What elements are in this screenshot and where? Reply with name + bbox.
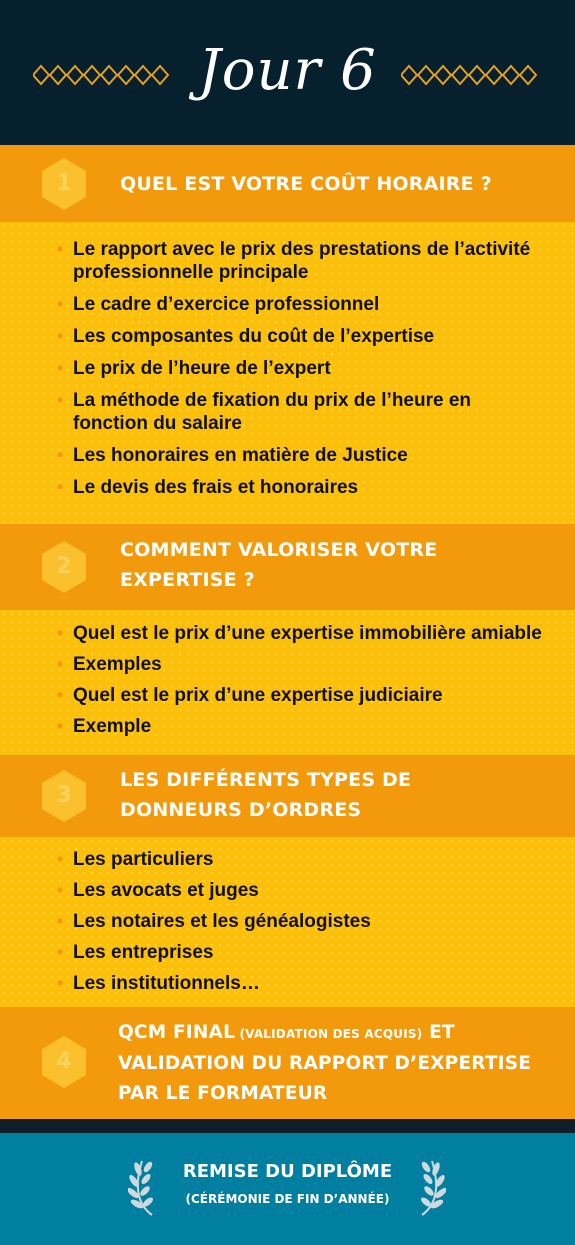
section-3-body bbox=[0, 837, 575, 1007]
topic-list bbox=[57, 238, 545, 499]
list-item: • Les avocats et juges bbox=[57, 879, 545, 902]
list-item: • Les particuliers bbox=[57, 848, 545, 871]
section-number: 3 bbox=[56, 783, 72, 808]
diploma-footer bbox=[0, 1133, 575, 1245]
section-2-header bbox=[0, 524, 575, 610]
section-title: COMMENT VALORISER VOTRE EXPERTISE ? bbox=[120, 539, 438, 591]
section-4-header bbox=[0, 1007, 575, 1119]
section-1-header bbox=[0, 145, 575, 222]
section-title: LES DIFFÉRENTS TYPES DE DONNEURS D’ORDRES bbox=[120, 769, 412, 821]
list-item: • Les entreprises bbox=[57, 941, 545, 964]
section-number-badge bbox=[40, 769, 88, 823]
list-item: • Le prix de l’heure de l’expert bbox=[57, 357, 545, 380]
section-title-note: (VALIDATION DES ACQUIS) bbox=[235, 1027, 423, 1041]
topic-list bbox=[57, 622, 545, 738]
section-number: 2 bbox=[56, 554, 72, 579]
list-item: • Les institutionnels… bbox=[57, 972, 545, 995]
list-item: • Les composantes du coût de l’expertise bbox=[57, 325, 545, 348]
section-title-main: QCM FINAL bbox=[118, 1022, 236, 1043]
section-title bbox=[118, 1018, 539, 1109]
section-1-body bbox=[0, 222, 575, 524]
list-item: • Les notaires et les généalogistes bbox=[57, 910, 545, 933]
list-item: • La méthode de fixation du prix de l’heure en fonction du salaire bbox=[57, 389, 545, 435]
section-number-badge bbox=[40, 157, 88, 211]
list-item: • Exemples bbox=[57, 653, 545, 676]
list-item: • Les honoraires en matière de Justice bbox=[57, 444, 545, 467]
page-title: Jour 6 bbox=[198, 38, 377, 103]
diploma-subtitle: (CÉRÉMONIE DE FIN D’ANNÉE) bbox=[185, 1192, 390, 1206]
section-number-badge bbox=[40, 1035, 88, 1089]
section-number: 1 bbox=[56, 171, 72, 196]
laurel-right-icon bbox=[412, 1157, 446, 1217]
diamond-ornament-right bbox=[401, 64, 541, 86]
section-3-header bbox=[0, 755, 575, 837]
list-item: • Quel est le prix d’une expertise immobilière amiable bbox=[57, 622, 545, 645]
list-item: • Le cadre d’exercice professionnel bbox=[57, 293, 545, 316]
section-number-badge bbox=[40, 540, 88, 594]
section-2-body bbox=[0, 610, 575, 755]
list-item: • Le devis des frais et honoraires bbox=[57, 476, 545, 499]
list-item: • Quel est le prix d’une expertise judiciaire bbox=[57, 684, 545, 707]
diploma-title: REMISE DU DIPLÔME bbox=[182, 1161, 393, 1182]
section-number: 4 bbox=[56, 1049, 72, 1074]
section-title-rest: ET VALIDATION DU RAPPORT D’EXPERTISE PAR LE FORMATEUR bbox=[118, 1022, 532, 1104]
list-item: • Le rapport avec le prix des prestations de l’activité professionnelle principale bbox=[57, 238, 545, 284]
day-header bbox=[0, 0, 575, 145]
list-item: • Exemple bbox=[57, 715, 545, 738]
topic-list bbox=[57, 848, 545, 995]
section-title: QUEL EST VOTRE COÛT HORAIRE ? bbox=[120, 173, 492, 195]
